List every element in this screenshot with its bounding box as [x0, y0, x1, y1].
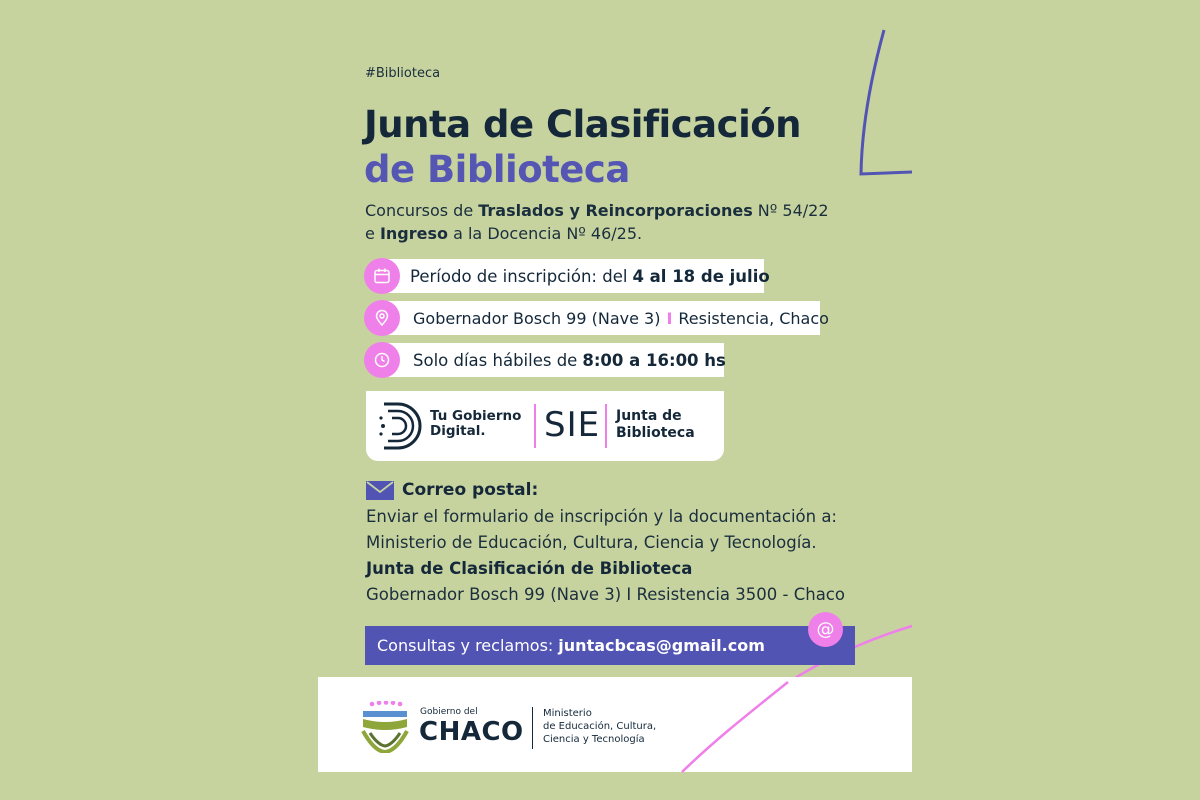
hours-label: Solo días hábiles de [413, 350, 578, 370]
divider [605, 404, 607, 448]
divider [534, 404, 536, 448]
mail-line2: Ministerio de Educación, Cultura, Ciencia y Tecnología. [366, 533, 817, 552]
subtitle-text: e [365, 224, 380, 243]
junta-logo-text [616, 408, 695, 442]
calendar-icon [364, 258, 400, 294]
address-city: Resistencia, Chaco [678, 308, 829, 328]
subtitle-bold: Ingreso [379, 224, 448, 243]
ministry-line2: de Educación, Cultura, [543, 721, 657, 732]
clock-icon [364, 342, 400, 378]
at-icon: @ [808, 612, 843, 647]
tu-gobierno-digital-logo [378, 400, 424, 452]
mail-line1: Enviar el formulario de inscripción y la documentación a: [366, 507, 837, 526]
period-value: 4 al 18 de julio [632, 266, 770, 286]
subtitle-line1 [365, 201, 829, 220]
junta-line2: Biblioteca [616, 425, 695, 441]
ministry-line1: Ministerio [543, 708, 592, 719]
hashtag: #Biblioteca [365, 66, 441, 81]
mail-title: Correo postal: [402, 480, 539, 500]
footer-pink-curve [318, 677, 912, 772]
period-label: Período de inscripción: del [410, 266, 628, 286]
subtitle-text: a la Docencia Nº 46/25. [448, 224, 643, 243]
location-pin-icon [364, 300, 400, 336]
mail-line4: Gobernador Bosch 99 (Nave 3) I Resistencia 3500 - Chaco [366, 585, 845, 604]
contact-label: Consultas y reclamos: [377, 636, 554, 655]
hours-pill [384, 343, 724, 377]
footer-logo-bar [318, 677, 912, 772]
institution-logos [366, 391, 724, 461]
contact-email-link[interactable]: juntacbcas@gmail.com [558, 636, 765, 655]
chaco-wordmark: CHACO [419, 717, 524, 747]
mail-heading [366, 480, 538, 500]
subtitle-text: Concursos de [365, 201, 479, 220]
address-separator: I [666, 308, 673, 328]
address-street: Gobernador Bosch 99 (Nave 3) [413, 308, 661, 328]
tgd-line1: Tu Gobierno [430, 408, 522, 424]
contact-bar [365, 626, 855, 665]
ministry-line3: Ciencia y Tecnología [543, 734, 645, 745]
tgd-text [430, 409, 521, 439]
subtitle-bold: Traslados y Reincorporaciones [478, 201, 753, 220]
envelope-icon [366, 481, 394, 500]
subtitle-line2 [365, 224, 642, 243]
mail-line3: Junta de Clasificación de Biblioteca [366, 559, 693, 578]
gov-small-text: Gobierno del [420, 707, 478, 717]
tgd-line2: Digital. [430, 423, 486, 439]
page-title-line2: de Biblioteca [364, 148, 630, 191]
subtitle-text: Nº 54/22 [752, 201, 829, 220]
period-pill [384, 259, 770, 293]
junta-line1: Junta de [616, 408, 682, 424]
hours-value: 8:00 a 16:00 hs [582, 350, 726, 370]
page-title: Junta de Clasificación [364, 103, 802, 146]
sie-logo: SIE [544, 405, 601, 445]
address-pill [384, 301, 829, 335]
